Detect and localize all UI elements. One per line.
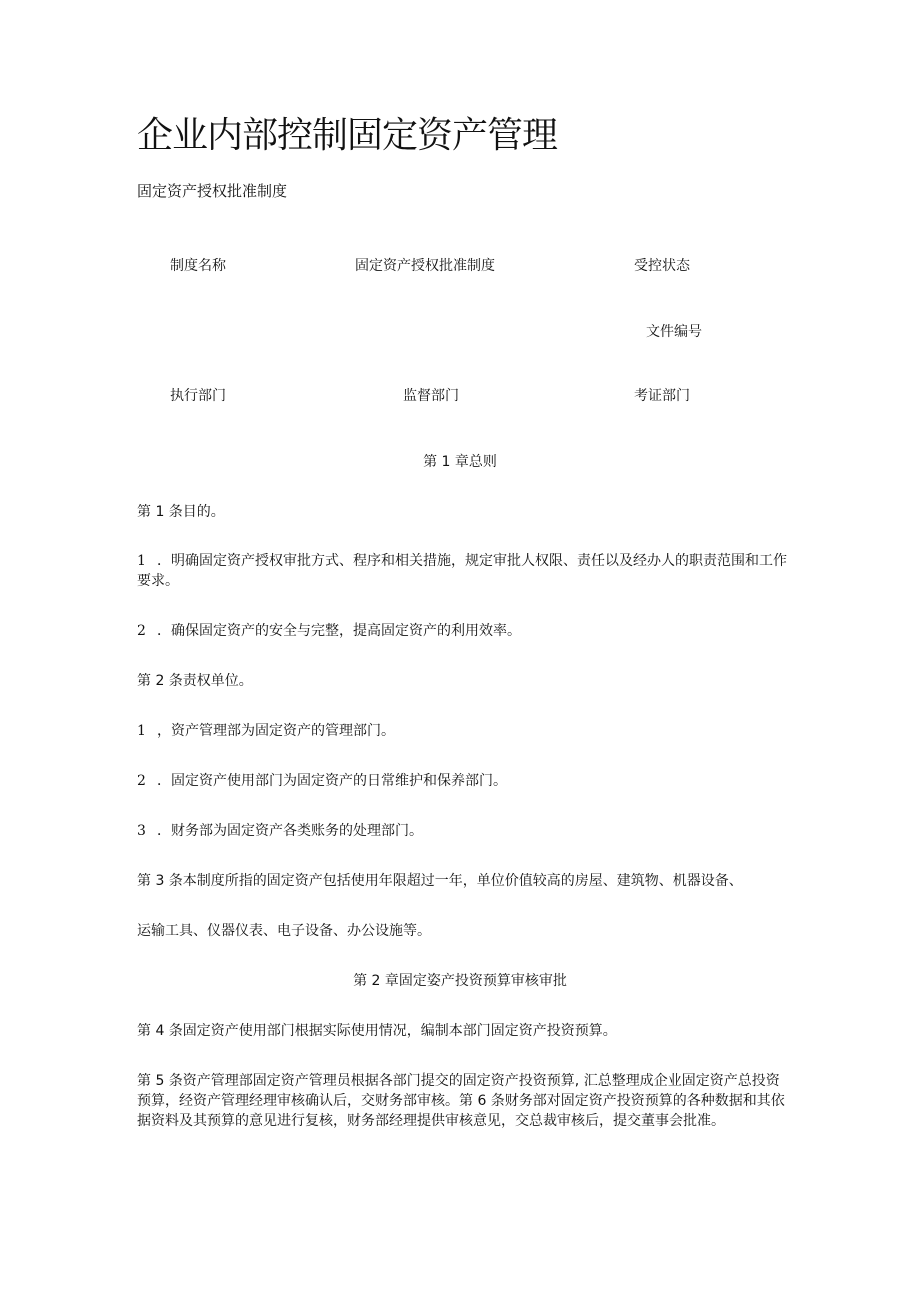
article-2-heading: 第 2 条责权单位。 bbox=[137, 673, 253, 689]
meta-supervise-dept-label: 监督部门 bbox=[403, 388, 459, 404]
document-title: 企业内部控制固定资产管理 bbox=[137, 115, 558, 156]
article-2-item-3 bbox=[137, 821, 787, 841]
article-2-item-2 bbox=[137, 771, 787, 791]
article-1-item-1 bbox=[137, 551, 787, 591]
meta-exec-dept-label: 执行部门 bbox=[170, 388, 226, 404]
item-number: 2 bbox=[137, 773, 146, 789]
article-1-heading: 第 1 条目的。 bbox=[137, 504, 225, 520]
chapter-1-heading: 第 1 章总则 bbox=[423, 454, 497, 470]
article-1-item-2 bbox=[137, 621, 787, 641]
meta-evidence-dept-label: 考证部门 bbox=[634, 388, 690, 404]
meta-name-value: 固定资产授权批准制度 bbox=[355, 258, 495, 274]
document-subtitle: 固定资产授权批准制度 bbox=[137, 182, 288, 200]
item-number: 1 bbox=[137, 723, 146, 739]
item-text: ．明确固定资产授权审批方式、程序和相关措施，规定审批人权限、责任以及经办人的职责范围和工作要求。 bbox=[137, 553, 787, 589]
item-number: 1 bbox=[137, 553, 146, 569]
meta-status-label: 受控状态 bbox=[634, 258, 690, 274]
article-3-line-2: 运输工具、仪器仪表、电子设备、办公设施等。 bbox=[137, 923, 431, 939]
meta-file-number-label: 文件编号 bbox=[646, 324, 702, 340]
item-number: 3 bbox=[137, 823, 146, 839]
item-text: ．固定资产使用部门为固定资产的日常维护和保养部门。 bbox=[157, 773, 507, 789]
article-3-line-1: 第 3 条本制度所指的固定资产包括使用年限超过一年，单位价值较高的房屋、建筑物、机器设备、 bbox=[137, 873, 743, 889]
article-5-6: 第 5 条资产管理部固定资产管理员根据各部门提交的固定资产投资预算, 汇总整理成企业固定资产总投资预算，经资产管理经理审核确认后，交财务部审核。第 6 条财务部对固定资产投资预算的各种数据和其依据资料及其预算的意见进行复核，财务部经理提供审核意见，交总裁审核后，提交董事会批准。 bbox=[137, 1073, 785, 1129]
item-text: ．确保固定资产的安全与完整，提高固定资产的利用效率。 bbox=[157, 623, 521, 639]
meta-name-label: 制度名称 bbox=[170, 258, 226, 274]
chapter-2-heading: 第 2 章固定姿产投资预算审核审批 bbox=[353, 973, 567, 989]
article-2-item-1 bbox=[137, 721, 787, 741]
article-4: 第 4 条固定资产使用部门根据实际使用情况，编制本部门固定资产投资预算。 bbox=[137, 1023, 617, 1039]
item-text: ．财务部为固定资产各类账务的处理部门。 bbox=[157, 823, 423, 839]
item-text: ，资产管理部为固定资产的管理部门。 bbox=[157, 723, 395, 739]
item-number: 2 bbox=[137, 623, 146, 639]
